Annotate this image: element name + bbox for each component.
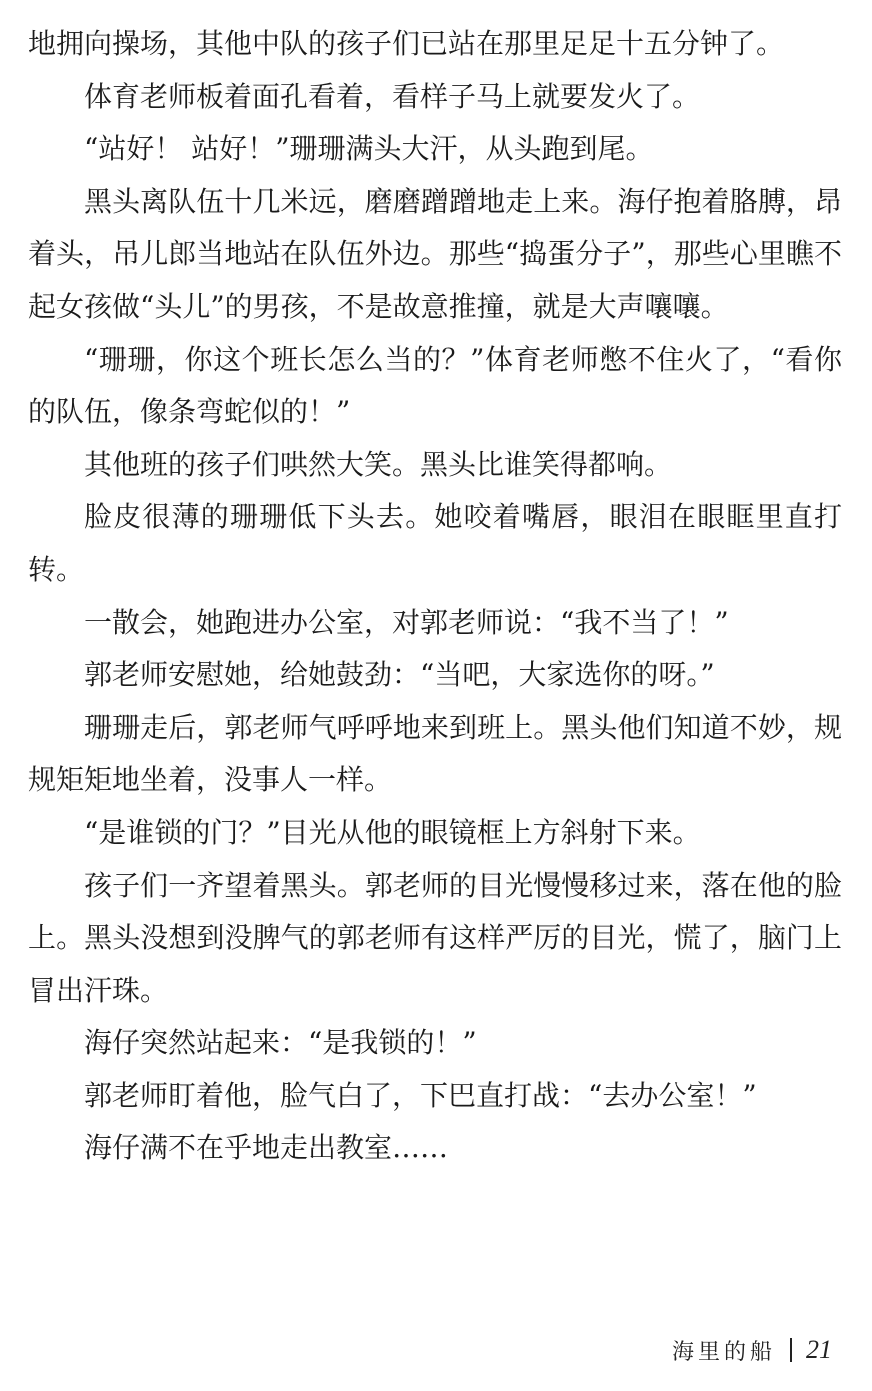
paragraph: 脸皮很薄的珊珊低下头去。她咬着嘴唇，眼泪在眼眶里直打转。: [28, 500, 842, 586]
paragraph: “珊珊，你这个班长怎么当的？”体育老师憋不住火了，“看你的队伍，像条弯蛇似的！”: [28, 342, 842, 429]
running-title: 海里的船: [671, 1339, 776, 1365]
paragraph: 郭老师盯着他，脸气白了，下巴直打战：“去办公室！”: [84, 1078, 757, 1112]
footer-divider: [790, 1338, 792, 1362]
page-number: 21: [806, 1335, 832, 1364]
paragraph: 黑头离队伍十几米远，磨磨蹭蹭地走上来。海仔抱着胳膊，昂着头，吊儿郎当地站在队伍外边。那些“捣蛋分子”，那些心里瞧不起女孩做“头儿”的男孩，不是故意推撞，就是大声嚷嚷。: [28, 184, 842, 323]
paragraph: “站好！ 站好！”珊珊满头大汗，从头跑到尾。: [84, 132, 654, 166]
paragraph: 珊珊走后，郭老师气呼呼地来到班上。黑头他们知道不妙，规规矩矩地坐着，没事人一样。: [28, 710, 842, 797]
paragraph: 郭老师安慰她，给她鼓劲：“当吧，大家选你的呀。”: [84, 658, 715, 692]
paragraph: 体育老师板着面孔看着，看样子马上就要发火了。: [84, 79, 701, 113]
text-body: [28, 18, 842, 1175]
paragraph: 一散会，她跑进办公室，对郭老师说：“我不当了！”: [84, 605, 729, 639]
paragraph: 海仔突然站起来：“是我锁的！”: [84, 1026, 477, 1060]
paragraph: 海仔满不在乎地走出教室……: [84, 1131, 449, 1165]
paragraph: 地拥向操场，其他中队的孩子们已站在那里足足十五分钟了。: [28, 27, 785, 60]
paragraph: 孩子们一齐望着黑头。郭老师的目光慢慢移过来，落在他的脸上。黑头没想到没脾气的郭老师有这样严厉的目光，慌了，脑门上冒出汗珠。: [28, 868, 842, 1007]
page-footer: [672, 1330, 832, 1370]
paragraph: 其他班的孩子们哄然大笑。黑头比谁笑得都响。: [84, 447, 673, 481]
paragraph: “是谁锁的门？”目光从他的眼镜框上方斜射下来。: [84, 815, 701, 849]
